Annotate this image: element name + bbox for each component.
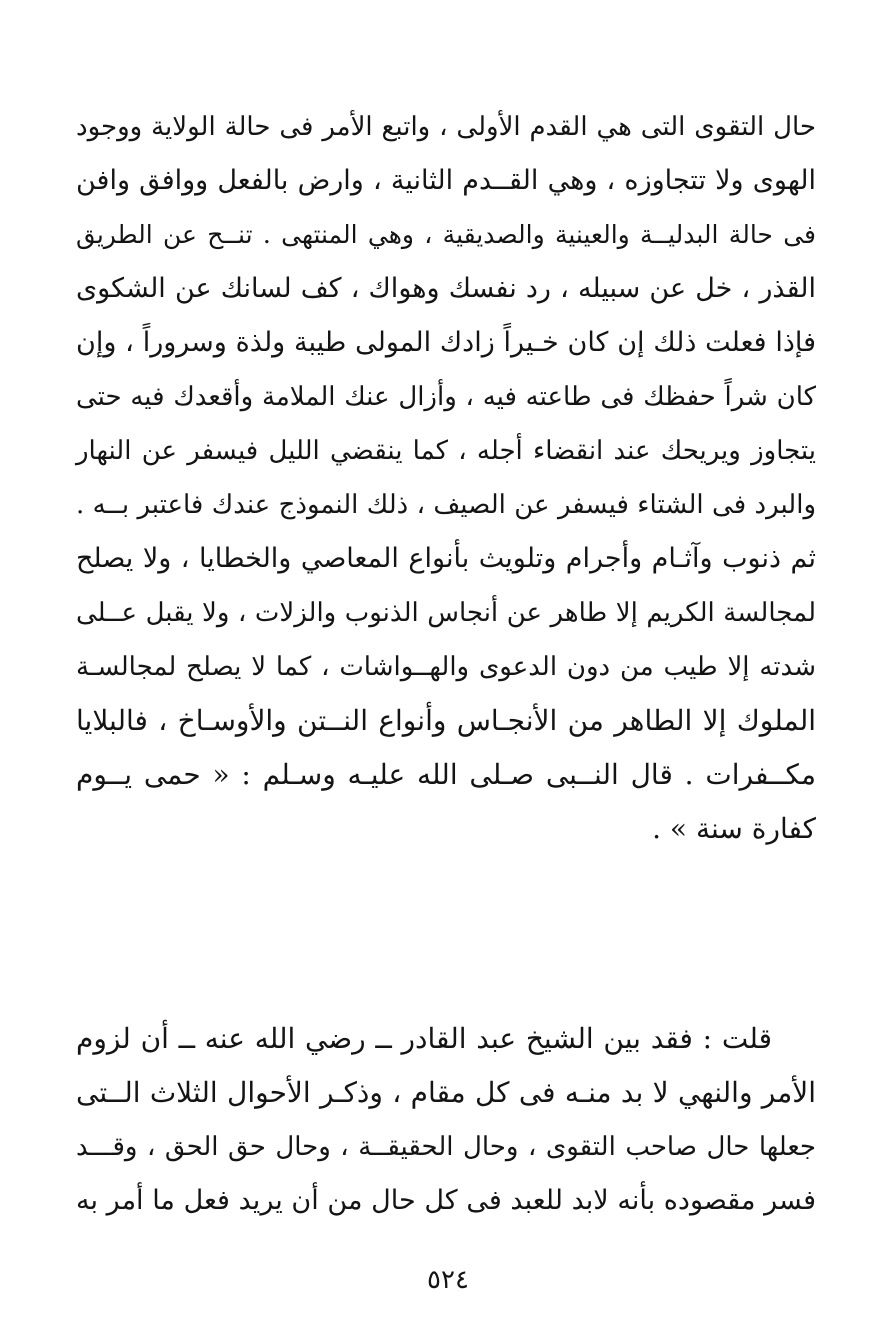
text-line: القذر ، خل عن سبيله ، رد نفسك وهواك ، كف لسانك عن الشكوى bbox=[76, 273, 816, 304]
text-line: كان شراً حفظك فى طاعته فيه ، وأزال عنك الملامة وأقعدك فيه حتى bbox=[76, 382, 816, 412]
text-line: الأمر والنهي لا بد منـه فى كل مقام ، وذكـر الأحوال الثلاث الــتى bbox=[76, 1076, 816, 1109]
paragraph-2 bbox=[76, 1012, 816, 1228]
text-line: والبرد فى الشتاء فيسفر عن الصيف ، ذلك النموذج عندك فاعتبر بــه . bbox=[76, 490, 816, 520]
text-line: فإذا فعلت ذلك إن كان خـيراً زادك المولى طيبة ولذة وسروراً ، وإن bbox=[76, 327, 816, 358]
text-line: الهوى ولا تتجاوزه ، وهي القــدم الثانية ، وارض بالفعل ووافق وافن bbox=[76, 165, 816, 196]
text-line: ثم ذنوب وآثـام وأجرام وتلويث بأنواع المعاصي والخطايا ، ولا يصلح bbox=[76, 543, 816, 574]
text-line: كفارة سنة » . bbox=[652, 812, 816, 845]
text-line: يتجاوز ويريحك عند انقضاء أجله ، كما ينقضي الليل فيسفر عن النهار bbox=[76, 436, 816, 466]
text-line: مكــفرات . قال النــبى صـلى الله عليـه وسـلم : « حمى يــوم bbox=[76, 758, 816, 791]
text-line: قلت : فقد بين الشيخ عبد القادر ــ رضي الله عنه ــ أن لزوم bbox=[76, 1022, 772, 1055]
text-line: فى حالة البدليــة والعينية والصديقية ، وهي المنتهى . تنــح عن الطريق bbox=[76, 220, 816, 249]
text-line: فسر مقصوده بأنه لابد للعبد فى كل حال من أن يريد فعل ما أمر به bbox=[76, 1185, 816, 1216]
text-line: جعلها حال صاحب التقوى ، وحال الحقيقــة ، وحال حق الحق ، وقـــد bbox=[76, 1132, 816, 1162]
page-number: ٥٢٤ bbox=[427, 1265, 469, 1295]
text-line: الملوك إلا الطاهر من الأنجـاس وأنواع النــتن والأوسـاخ ، فالبلايا bbox=[76, 704, 816, 737]
text-line: شدته إلا طيب من دون الدعوى والهــواشات ، كما لا يصلح لمجالسـة bbox=[76, 652, 816, 682]
text-line: حال التقوى التى هي القدم الأولى ، واتبع الأمر فى حالة الولاية ووجود bbox=[76, 112, 816, 142]
text-line: لمجالسة الكريم إلا طاهر عن أنجاس الذنوب والزلات ، ولا يقبل عــلى bbox=[76, 598, 816, 628]
paragraph-1 bbox=[76, 100, 816, 856]
